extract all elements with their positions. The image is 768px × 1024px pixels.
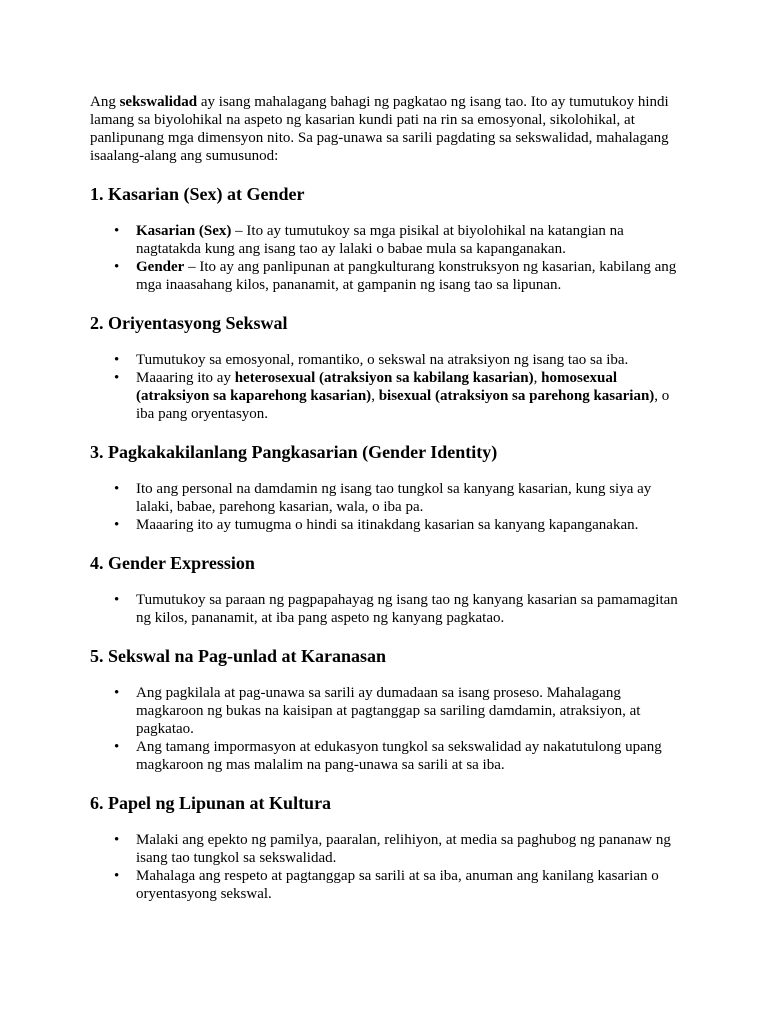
- section-heading-1: 1. Kasarian (Sex) at Gender: [90, 184, 305, 204]
- list-item: [114, 369, 690, 423]
- bullet-icon: •: [114, 832, 120, 848]
- bullet-icon: •: [114, 223, 120, 239]
- term-bold: bisexual (atraksiyon sa parehong kasarian): [378, 388, 655, 404]
- term-bold: Kasarian (Sex): [136, 223, 232, 239]
- intro-rest: ay isang mahalagang bahagi ng pagkatao ng isang tao. Ito ay tumutukoy hindi lamang sa biyolohikal na aspeto ng kasarian kundi pati na rin sa emosyonal, sikolohikal, at panlipunang mga dimensyon nito. Sa pag-unawa sa sarili pagdating sa sekswalidad, mahalagang isaalang-alang ang sumusunod:: [90, 94, 669, 164]
- bullet-icon: •: [114, 868, 120, 884]
- item-text: Tumutukoy sa emosyonal, romantiko, o sekswal na atraksiyon ng isang tao sa iba.: [136, 352, 629, 368]
- bullet-icon: •: [114, 259, 120, 275]
- item-text: ,: [533, 370, 542, 386]
- list-item: [114, 516, 690, 534]
- section-heading-2: 2. Oriyentasyong Sekswal: [90, 313, 288, 333]
- item-text: Tumutukoy sa paraan ng pagpapahayag ng isang tao ng kanyang kasarian sa pamamagitan ng kilos, pananamit, at iba pang aspeto ng kanyang pagkatao.: [136, 592, 678, 626]
- item-text: Mahalaga ang respeto at pagtanggap sa sarili at sa iba, anuman ang kanilang kasarian o oryentasyong sekswal.: [136, 868, 659, 902]
- bullet-icon: •: [114, 592, 120, 608]
- document-body: [90, 93, 690, 903]
- list-item: [114, 480, 690, 516]
- item-text: ,: [371, 388, 379, 404]
- item-text: , o iba pang oryentasyon.: [136, 388, 670, 422]
- section-list-6: [90, 831, 690, 903]
- bullet-icon: •: [114, 481, 120, 497]
- list-item: [114, 351, 690, 369]
- bullet-icon: •: [114, 685, 120, 701]
- section-list-4: [90, 591, 690, 627]
- list-item: [114, 738, 690, 774]
- list-item: [114, 867, 690, 903]
- item-text: Maaaring ito ay: [136, 370, 235, 386]
- list-item: [114, 591, 690, 627]
- list-item: [114, 258, 690, 294]
- bullet-icon: •: [114, 370, 120, 386]
- item-text: Maaaring ito ay tumugma o hindi sa itinakdang kasarian sa kanyang kapanganakan.: [136, 517, 639, 533]
- item-text: Ang tamang impormasyon at edukasyon tungkol sa sekswalidad ay nakatutulong upang magkaroon ng mas malalim na pang-unawa sa sarili at sa iba.: [136, 739, 662, 773]
- intro-bold-term: sekswalidad: [119, 94, 198, 110]
- section-list-1: [90, 222, 690, 294]
- section-heading-3: 3. Pagkakakilanlang Pangkasarian (Gender Identity): [90, 442, 498, 462]
- section-heading-6: 6. Papel ng Lipunan at Kultura: [90, 793, 332, 813]
- item-text: Ito ang personal na damdamin ng isang tao tungkol sa kanyang kasarian, kung siya ay lalaki, babae, parehong kasarian, wala, o iba pa.: [136, 481, 652, 515]
- item-text: – Ito ay tumutukoy sa mga pisikal at biyolohikal na katangian na nagtatakda kung ang isang tao ay lalaki o babae mula sa kapanganakan.: [136, 223, 624, 257]
- item-text: Malaki ang epekto ng pamilya, paaralan, relihiyon, at media sa paghubog ng pananaw ng isang tao tungkol sa sekswalidad.: [136, 832, 671, 866]
- bullet-icon: •: [114, 517, 120, 533]
- bullet-icon: •: [114, 352, 120, 368]
- term-bold: Gender: [136, 259, 185, 275]
- item-text: – Ito ay ang panlipunan at pangkulturang konstruksyon ng kasarian, kabilang ang mga inaasahang kilos, pananamit, at gampanin ng isang tao sa lipunan.: [136, 259, 677, 293]
- list-item: [114, 222, 690, 258]
- section-heading-4: 4. Gender Expression: [90, 553, 255, 573]
- section-list-2: [90, 351, 690, 423]
- intro-paragraph: [90, 93, 690, 165]
- section-list-5: [90, 684, 690, 774]
- term-bold: heterosexual (atraksiyon sa kabilang kasarian): [234, 370, 534, 386]
- section-list-3: [90, 480, 690, 534]
- bullet-icon: •: [114, 739, 120, 755]
- item-text: Ang pagkilala at pag-unawa sa sarili ay dumadaan sa isang proseso. Mahalagang magkaroon ng bukas na kaisipan at pagtanggap sa sariling damdamin, atraksiyon, at pagkatao.: [136, 685, 641, 737]
- intro-lead: Ang: [90, 94, 120, 110]
- list-item: [114, 831, 690, 867]
- list-item: [114, 684, 690, 738]
- term-bold: homosexual (atraksiyon sa kaparehong kasarian): [136, 370, 617, 404]
- section-heading-5: 5. Sekswal na Pag-unlad at Karanasan: [90, 646, 387, 666]
